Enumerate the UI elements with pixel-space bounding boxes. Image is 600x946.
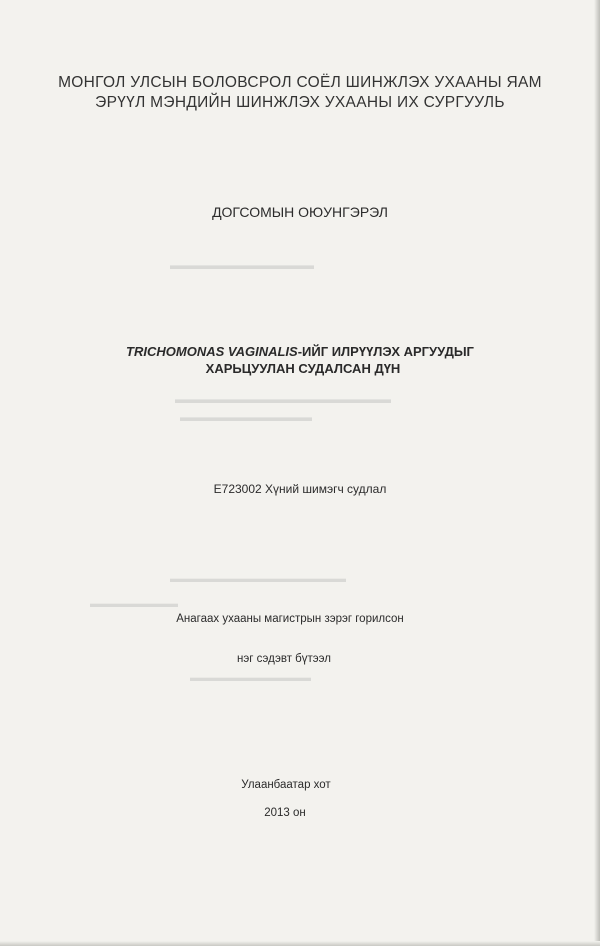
specialty-code: E723002 Хүний шимэгч судлал: [213, 482, 387, 496]
bleed-through-shadow: ▬▬▬▬▬▬▬▬: [90, 598, 178, 610]
page-edge-shadow: [0, 941, 600, 946]
thesis-title-line1: [0, 344, 600, 359]
bleed-through-shadow: ▬▬▬▬▬▬▬▬▬▬▬: [190, 672, 311, 684]
thesis-title-species: TRICHOMONAS VAGINALIS: [126, 344, 298, 359]
year: 2013 он: [264, 807, 306, 819]
ministry-heading: МОНГОЛ УЛСЫН БОЛОВСРОЛ СОЁЛ ШИНЖЛЭХ УХААНЫ ЯАМ: [58, 74, 542, 91]
author-name: ДОГСОМЫН ОЮУНГЭРЭЛ: [212, 204, 388, 220]
page-edge-shadow: [594, 0, 600, 946]
bleed-through-shadow: ▬▬▬▬▬▬▬▬▬▬▬: [180, 410, 312, 424]
city: Улаанбаатар хот: [241, 779, 331, 791]
university-heading: ЭРҮҮЛ МЭНДИЙН ШИНЖЛЭХ УХААНЫ ИХ СУРГУУЛЬ: [95, 94, 505, 111]
bleed-through-shadow: ▬▬▬▬▬▬▬▬▬▬▬▬: [170, 258, 314, 272]
bleed-through-shadow: ▬▬▬▬▬▬▬▬▬▬▬▬▬▬▬▬: [170, 573, 346, 585]
degree-statement: Анагаах ухааны магистрын зэрэг горилсон: [176, 613, 404, 625]
bleed-through-shadow: ▬▬▬▬▬▬▬▬▬▬▬▬▬▬▬▬▬▬: [175, 392, 391, 406]
work-type: нэг сэдэвт бүтээл: [237, 653, 331, 665]
thesis-title-line2: ХАРЬЦУУЛАН СУДАЛСАН ДҮН: [205, 361, 401, 376]
thesis-title-rest: -ИЙГ ИЛРҮҮЛЭХ АРГУУДЫГ: [297, 344, 474, 359]
